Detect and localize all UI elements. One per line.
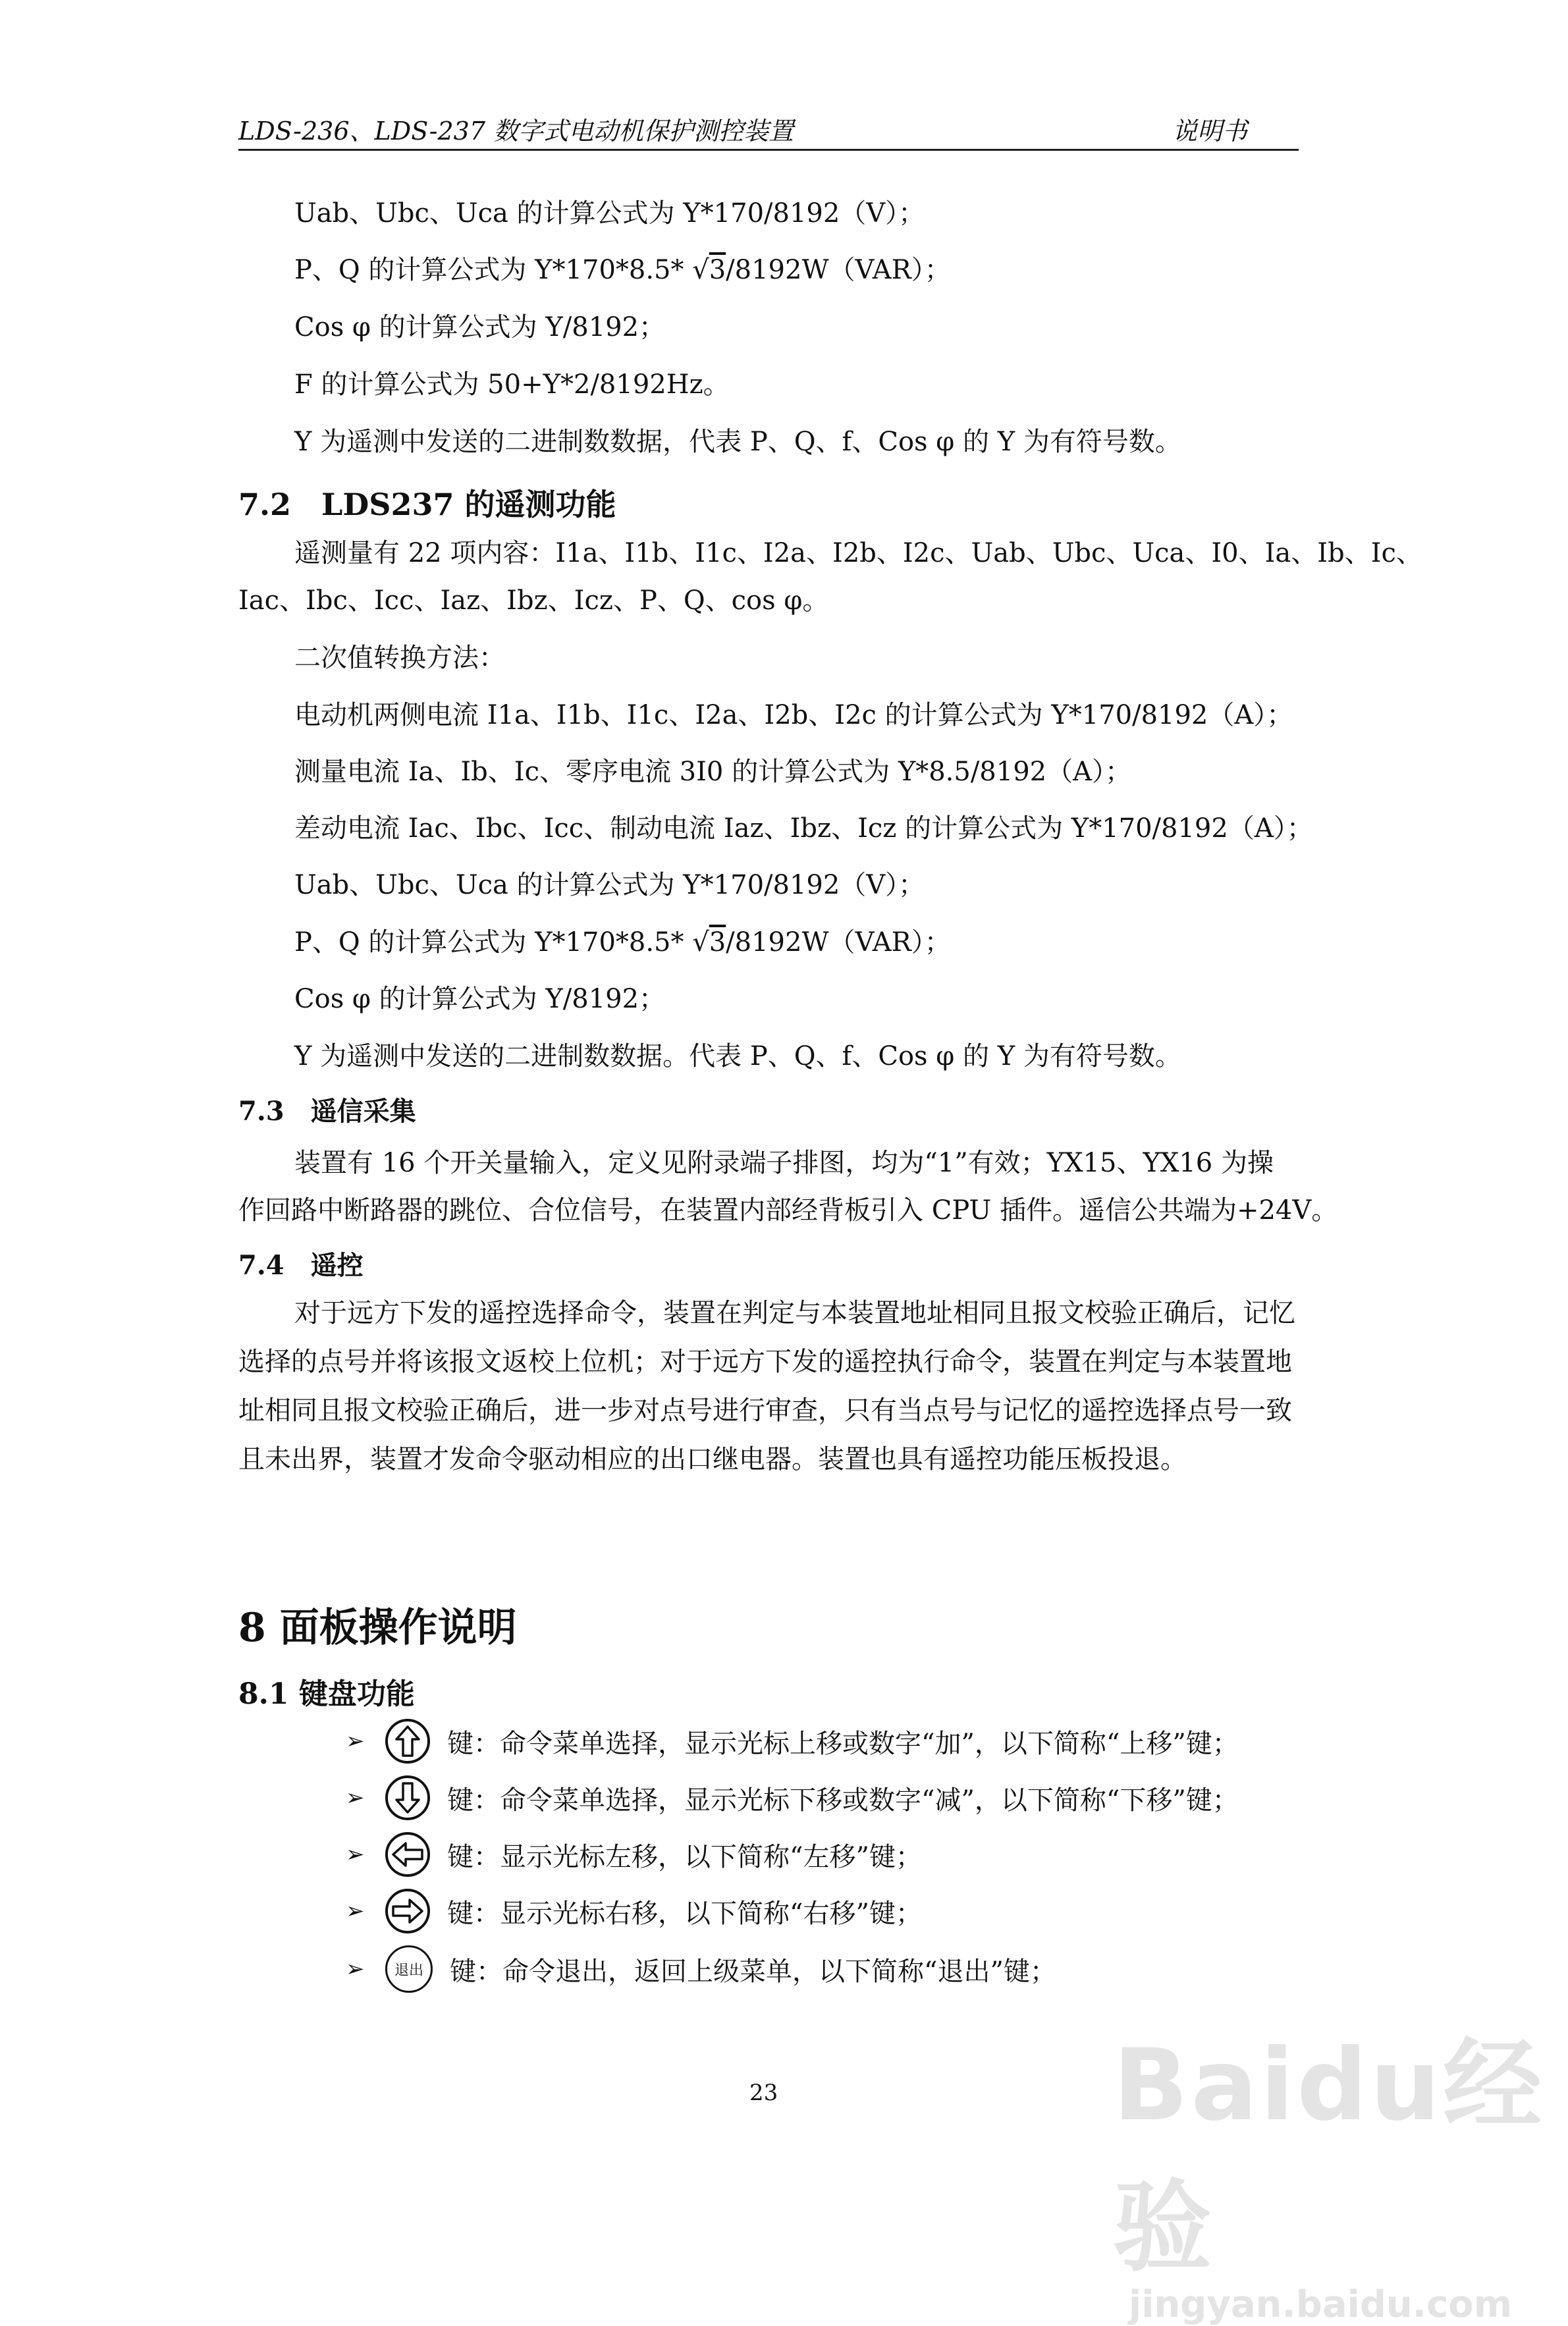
paragraph-line: 差动电流 Iac、Ibc、Icc、制动电流 Iaz、Ibz、Icz 的计算公式为 Y*170/8192（A）； — [294, 813, 1313, 844]
key-description: 键：显示光标右移，以下简称“右移”键； — [447, 1898, 922, 1929]
header-doc-type: 说明书 — [1172, 117, 1248, 146]
key-list-item — [346, 1715, 1239, 1768]
key-list-item — [346, 1772, 1239, 1824]
paragraph-line: 作回路中断路器的跳位、合位信号，在装置内部经背板引入 CPU 插件。遥信公共端为+24V。 — [238, 1195, 1338, 1226]
header-rule — [238, 149, 1299, 151]
section-heading-8-1: 8.1 键盘功能 — [238, 1677, 415, 1711]
paragraph-line: Y 为遥测中发送的二进制数数据，代表 P、Q、f、Cos φ 的 Y 为有符号数。 — [294, 427, 1181, 457]
paragraph-line: Uab、Ubc、Uca 的计算公式为 Y*170/8192（V）； — [294, 198, 925, 229]
chapter-heading-8: 8 面板操作说明 — [238, 1605, 517, 1651]
bullet-arrow-icon: ➢ — [346, 1898, 365, 1924]
watermark-logo: Baidu经验 — [1113, 2028, 1545, 2285]
paragraph-line: Uab、Ubc、Uca 的计算公式为 Y*170/8192（V）； — [294, 870, 925, 900]
key-description: 键：命令退出，返回上级菜单，以下简称“退出”键； — [450, 1956, 1056, 1987]
paragraph-line: P、Q 的计算公式为 Y*170*8.5* √3/8192W（VAR）； — [294, 927, 951, 958]
paragraph-line: 遥测量有 22 项内容：I1a、I1b、I1c、I2a、I2b、I2c、Uab、Ubc、Uca、I0、Ia、Ib、Ic、 — [294, 538, 1422, 568]
exit-key-icon — [385, 1945, 433, 1993]
key-list-item — [346, 1943, 1056, 1995]
paragraph-line: F 的计算公式为 50+Y*2/8192Hz。 — [294, 369, 730, 400]
key-description: 键：显示光标左移，以下简称“左移”键； — [447, 1841, 922, 1872]
key-description: 键：命令菜单选择，显示光标下移或数字“减”，以下简称“下移”键； — [447, 1785, 1239, 1816]
paragraph-line: 装置有 16 个开关量输入，定义见附录端子排图，均为“1”有效；YX15、YX16 为操 — [294, 1148, 1274, 1178]
paragraph-line: Cos φ 的计算公式为 Y/8192； — [294, 312, 666, 342]
section-heading-7-4: 7.4 遥控 — [238, 1250, 364, 1281]
bullet-arrow-icon: ➢ — [346, 1785, 365, 1811]
paragraph-line: Y 为遥测中发送的二进制数数据。代表 P、Q、f、Cos φ 的 Y 为有符号数。 — [294, 1041, 1181, 1071]
bullet-arrow-icon: ➢ — [346, 1841, 365, 1868]
paragraph-line: 址相同且报文校验正确后，进一步对点号进行审查，只有当点号与记忆的遥控选择点号一致 — [238, 1395, 1292, 1426]
page-number: 23 — [749, 2080, 778, 2106]
paragraph-line: 电动机两侧电流 I1a、I1b、I1c、I2a、I2b、I2c 的计算公式为 Y*170/8192（A）； — [294, 700, 1293, 730]
bullet-arrow-icon: ➢ — [346, 1956, 365, 1982]
watermark — [1113, 2005, 1568, 2326]
paragraph-line: Iac、Ibc、Icc、Iaz、Ibz、Icz、P、Q、cos φ。 — [238, 585, 829, 616]
paragraph-line: Cos φ 的计算公式为 Y/8192； — [294, 984, 666, 1014]
paragraph-line: 对于远方下发的遥控选择命令，装置在判定与本装置地址相同且报文校验正确后，记忆 — [294, 1298, 1295, 1328]
right-arrow-key-icon — [385, 1889, 430, 1934]
paragraph-line: 选择的点号并将该报文返校上位机；对于远方下发的遥控执行命令，装置在判定与本装置地 — [238, 1347, 1292, 1377]
key-description: 键：命令菜单选择，显示光标上移或数字“加”，以下简称“上移”键； — [447, 1728, 1239, 1759]
key-list-item — [346, 1885, 922, 1937]
paragraph-line: 且未出界，装置才发命令驱动相应的出口继电器。装置也具有遥控功能压板投退。 — [238, 1444, 1187, 1474]
watermark-url: jingyan.baidu.com — [1129, 2283, 1513, 2326]
sqrt-operand: 3 — [709, 927, 726, 958]
paragraph-line: P、Q 的计算公式为 Y*170*8.5* √3/8192W（VAR）； — [294, 255, 951, 285]
bullet-arrow-icon: ➢ — [346, 1728, 365, 1754]
up-arrow-key-icon — [385, 1719, 430, 1764]
exit-key-label: 退出 — [394, 1962, 423, 1979]
section-heading-7-2: 7.2 LDS237 的遥测功能 — [238, 487, 616, 522]
section-heading-7-3: 7.3 遥信采集 — [238, 1096, 416, 1127]
left-arrow-key-icon — [385, 1832, 430, 1877]
paragraph-line: 测量电流 Ia、Ib、Ic、零序电流 3I0 的计算公式为 Y*8.5/8192（A）； — [294, 757, 1131, 787]
key-list-item — [346, 1828, 922, 1881]
down-arrow-key-icon — [385, 1775, 430, 1820]
sqrt-operand: 3 — [709, 255, 726, 285]
header-title: LDS-236、LDS-237 数字式电动机保护测控装置 — [238, 117, 794, 146]
paragraph-line: 二次值转换方法： — [294, 643, 505, 673]
